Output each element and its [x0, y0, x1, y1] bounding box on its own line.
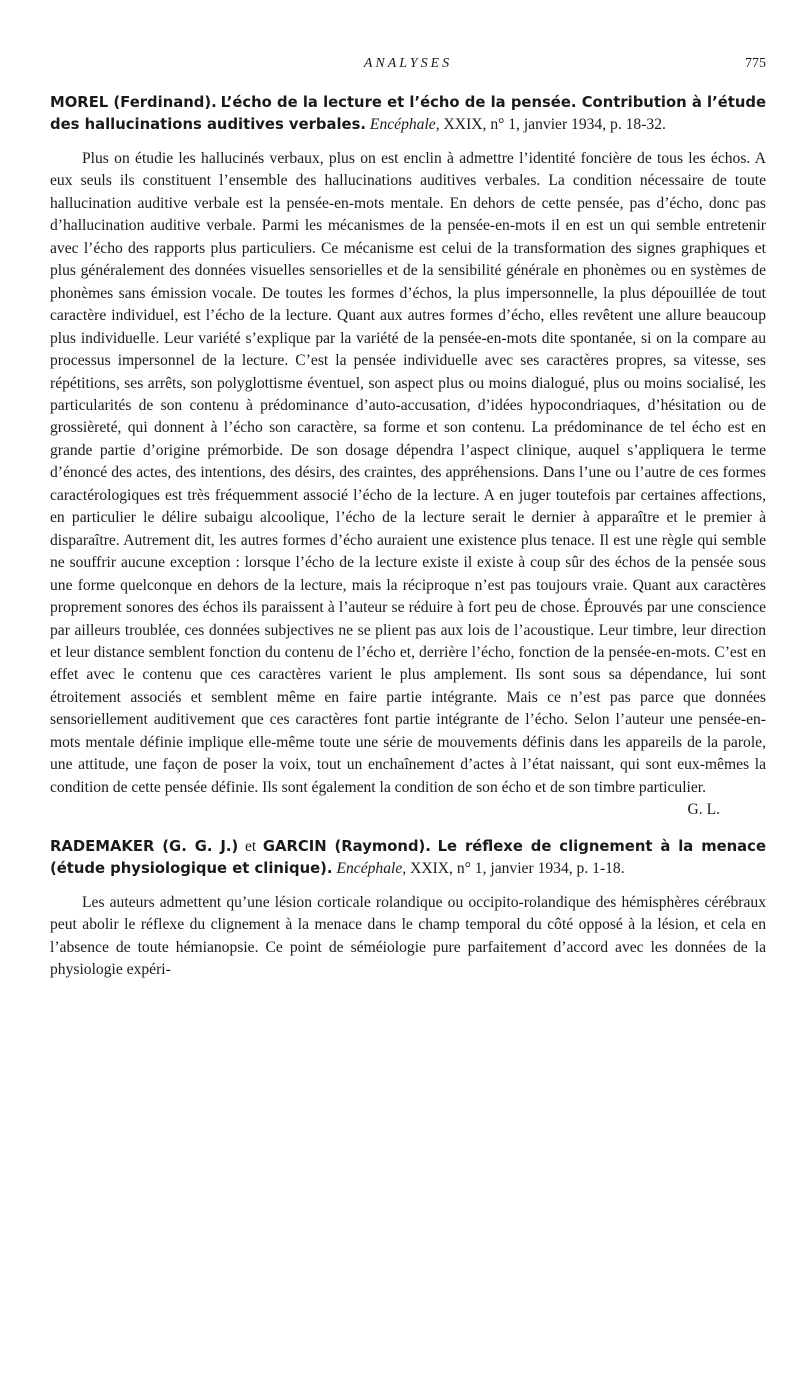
- entry-details: XXIX, n° 1, janvier 1934, p. 18-32.: [443, 116, 666, 133]
- entry-author: MOREL (Ferdinand).: [50, 94, 217, 111]
- entry-details: XXIX, n° 1, janvier 1934, p. 1-18.: [410, 859, 625, 877]
- entry-connector: et: [244, 837, 257, 855]
- entry-body: [50, 148, 766, 822]
- review-entry-rademaker: [50, 836, 766, 982]
- running-head: [50, 52, 766, 78]
- entry-signature: G. L.: [687, 801, 720, 819]
- entry-citation: [50, 836, 766, 880]
- entry-citation: [50, 92, 766, 136]
- entry-body: [50, 892, 766, 982]
- entry-title: Le réflexe de clignement à la menace (étude physiologique et clinique).: [50, 837, 766, 877]
- entry-journal: Encéphale,: [369, 116, 440, 133]
- entry-body-text: Les auteurs admettent qu’une lésion corticale rolandique ou occipito-rolandique des hémisphères cérébraux peut abolir le réflexe du clignement à la menace dans le champ temporal du côté opposé à la lésion, et cela en l’absence de toute hémianopsie. Ce point de séméiologie pure parfaitement d’accord avec les données de la physiologie expéri-: [50, 893, 766, 978]
- review-entry-morel: [50, 92, 766, 822]
- entry-title: L’écho de la lecture et l’écho de la pensée. Contribution à l’étude des hallucinations auditives verbales.: [50, 94, 766, 133]
- entry-body-text: Plus on étudie les hallucinés verbaux, plus on est enclin à admettre l’identité foncière de tous les échos. A eux seuls ils constituent l’ensemble des hallucinations auditives verbales. La condition nécessaire de toute hallucination auditive verbale est la pensée-en-mots mentale. En dehors de cette pensée, pas d’écho, donc pas d’hallucination auditive verbale. Parmi les mécanismes de la pensée-en-mots il en est un qui semble entretenir avec l’écho des rapports plus particuliers. Ce mécanisme est celui de la transformation des signes graphiques et plus généralement des données visuelles sensorielles et de la sensibilité générale en phonèmes ou en systèmes de phonèmes sans émission vocale. De toutes les formes d’échos, la plus impersonnelle, la plus dépouillée de tout caractère individuel, est l’écho de la lecture. Quant aux autres formes d’écho, elles revêtent une allure beaucoup plus individuelle. Leur variété s’explique par la variété de la pensée-en-mots dite spontanée, si on la compare au processus impersonnel de la lecture. C’est la pensée individuelle avec ses caractères propres, sa vitesse, ses répétitions, ses arrêts, son polyglottisme éventuel, son aspect plus ou moins dialogué, plus ou moins socialisé, les particularités de son contenu à prédominance d’auto-accusation, d’idées hypocondriaques, d’hésitation ou de grossièreté, qui donnent à l’écho son caractère, sa forme et son contenu. La prédominance de tel écho est en grande partie d’origine prémorbide. De son dosage dépendra l’aspect clinique, auquel s’appliquera le terme d’énoncé des actes, des intentions, des désirs, des craintes, des appréhensions. Dans l’une ou l’autre de ces formes caractérologiques est très fréquemment associé l’écho de la lecture. A en juger toutefois par certaines affections, en particulier le délire subaigu alcoolique, l’écho de la lecture serait le dernier à apparaître et le premier à disparaître. Autrement dit, les autres formes d’écho auraient une existence plus tenace. Il est une règle qui semble ne souffrir aucune exception : lorsque l’écho de la lecture existe il existe à coup sûr des échos de la pensée sous une forme quelconque en dehors de la lecture, mais la réciproque n’est pas toujours vraie. Quant aux caractères proprement sonores des échos ils paraissent à l’auteur se réduire à fort peu de chose. Éprouvés par une conscience par ailleurs troublée, ces données subjectives ne se plient pas aux lois de l’acoustique. Leur timbre, leur direction et leur distance semblent fonction du contenu de l’écho et, derrière l’écho, fonction de la pensée-en-mots. C’est en effet avec le contenu que ces caractères varient le plus amplement. Ils sont sous sa dépendance, lui sont étroitement associés et semblent même en faire partie intégrante. Mais ce n’est pas parce que données sensoriellement auditivement que ces caractères font partie intégrante de l’écho. Selon l’auteur une pensée-en-mots mentale définie implique elle-même toute une série de mouvements définis dans les appareils de la parole, une attitude, une façon de poser la voix, tout un enchaînement d’actes à l’état naissant, qui sont eux-mêmes la condition de cette pensée définie. Ils sont également la condition de son écho et de son timbre particulier.: [50, 150, 766, 796]
- page-number: 775: [745, 56, 766, 71]
- running-title: ANALYSES: [363, 56, 453, 71]
- entry-author: RADEMAKER (G. G. J.): [50, 837, 239, 855]
- entry-journal: Encéphale,: [336, 859, 407, 877]
- entry-coauthor: GARCIN (Raymond).: [262, 837, 431, 855]
